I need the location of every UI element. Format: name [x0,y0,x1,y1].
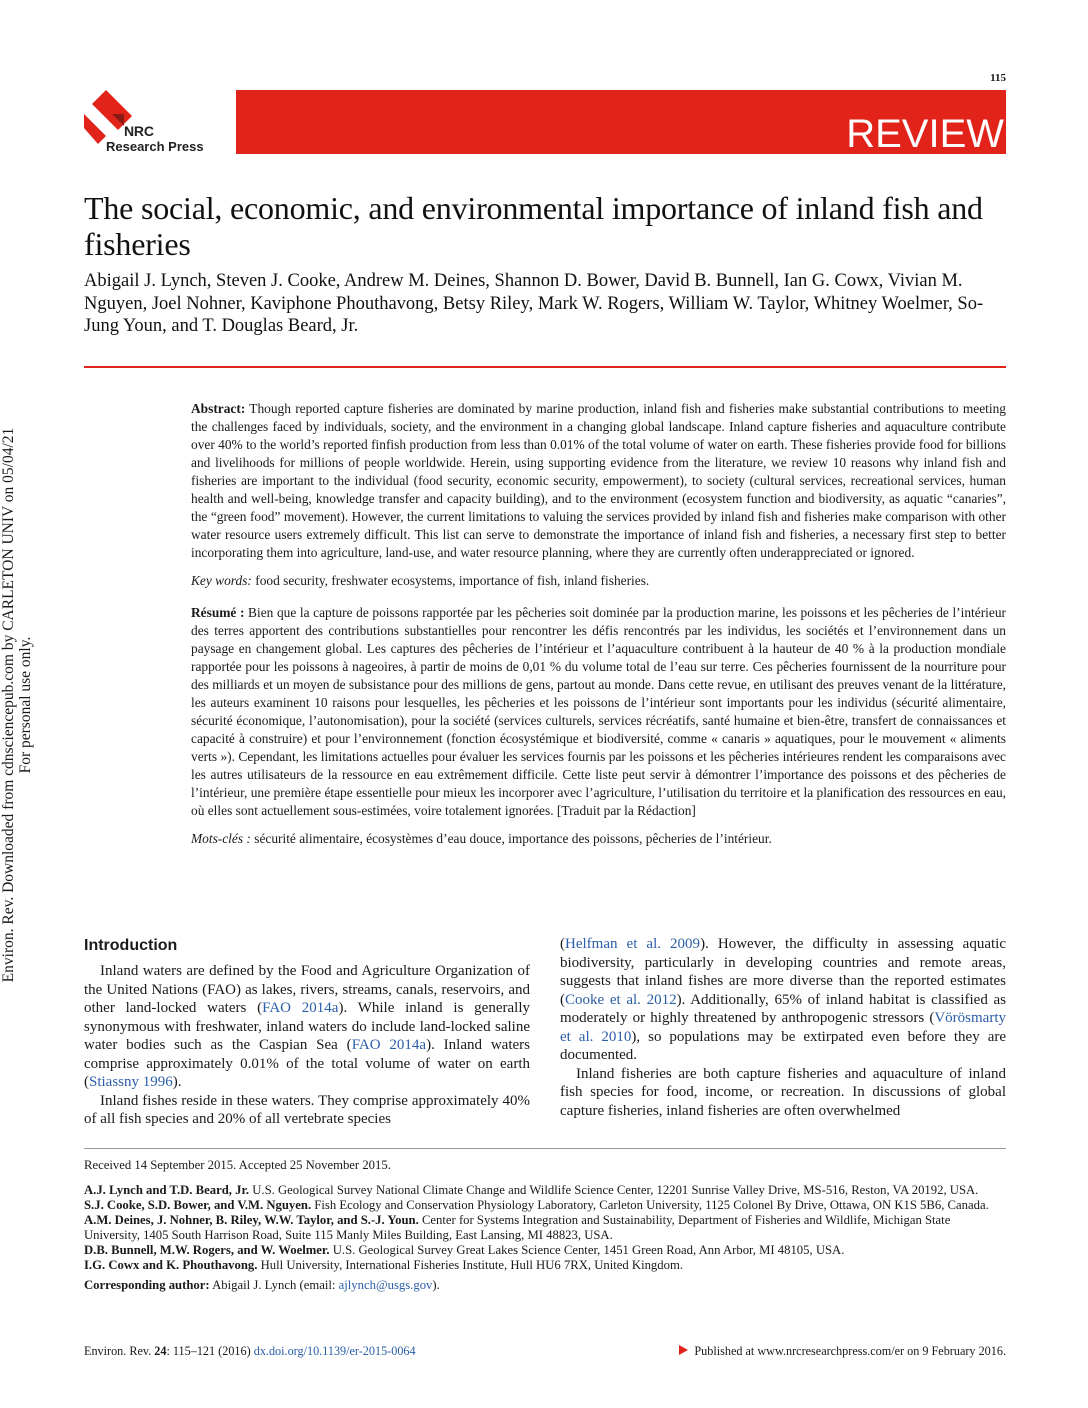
footnote-divider [84,1148,1006,1149]
logo-nrc-text: NRC [124,123,154,139]
published-notice: Published at www.nrcresearchpress.com/er on 9 February 2016. [679,1344,1006,1359]
abstract-text: Though reported capture fisheries are dominated by marine production, inland fish and fisheries make substantial contributions to meeting the challenges faced by individuals, society, and the environment in a changing global landscape. Inland capture fisheries and aquaculture contribute over 40% to the world’s reported finfish production from less than 0.01% of the total volume of water on earth. These fisheries provide food for billions and livelihoods for millions of people worldwide. Herein, using supporting evidence from the literature, we review 10 reasons why inland fish and fisheries are important to the individual (food security, economic security, empowerment), to society (cultural services, recreational services, human health and well-being, knowledge transfer and capacity building), and to the environment (ecosystem function and biodiversity, as aquatic “canaries”, the “green food” movement). However, the current limitations to valuing the services provided by inland fish and fisheries make comparison with other water resource users extremely difficult. This list can serve to demonstrate the importance of inland fish and fisheries, a necessary first step to better incorporating them into agriculture, land-use, and water resource planning, where they are currently often underappreciated or ignored. [191,401,1006,560]
body-column-left [84,962,530,1129]
download-notice [0,385,44,1025]
email-link[interactable]: ajlynch@usgs.gov [338,1278,433,1292]
abstract-block [191,400,1006,858]
doi-link[interactable]: dx.doi.org/10.1139/er-2015-0064 [253,1344,416,1358]
logo-research-press-text: Research Press [106,139,204,154]
keywords-label: Key words: [191,573,252,588]
abstract-label: Abstract: [191,401,246,416]
motscles-text: sécurité alimentaire, écosystèmes d’eau douce, importance des poissons, pêcheries de l’intérieur. [254,831,772,846]
introduction-heading: Introduction [84,937,178,954]
keywords-text: food security, freshwater ecosystems, importance of fish, inland fisheries. [255,573,650,588]
affiliation: A.J. Lynch and T.D. Beard, Jr. U.S. Geological Survey National Climate Change and Wildlife Science Center, 12201 Sunrise Valley Drive, MS-516, Reston, VA 20192, USA. [84,1183,979,1197]
citation-link[interactable]: Vörösmarty et al. 2010 [560,1010,1006,1045]
author-list: Abigail J. Lynch, Steven J. Cooke, Andrew M. Deines, Shannon D. Bower, David B. Bunnell, Ian G. Cowx, Vivian M. Nguyen, Joel Nohner, Kaviphone Phouthavong, Betsy Riley, Mark W. Rogers, William W. Taylor, Whitney Woelmer, So-Jung Youn, and T. Douglas Beard, Jr. [84,271,984,336]
download-notice-line2: For personal use only. [17,636,34,774]
resume-text: Bien que la capture de poissons rapportée par les pêcheries soit dominée par la production marine, les poissons et les pêcheries de l’intérieur des terres apportent des contributions substantielles pour rencontrer les défis rencontrés par les individus, les sociétés et l’environnement dans un paysage en changement global. Les captures des pêcheries de l’intérieur et l’aquaculture contribuent à la hauteur de 40 % à la production mondiale rapportée pour les poissons à nageoires, à partir de moins de 0,01 % du volume total de l’eau sur terre. Ces pêcheries fournissent de la nourriture pour des milliards et un moyen de subsistance pour des millions de gens, partout au monde. Dans cette revue, en utilisant des preuves venant de la littérature, les auteurs examinent 10 raisons pour lesquelles, les pêcheries et les poissons de l’intérieur sont importants pour les individus (sécurité alimentaire, sécurité économique, l’autonomisation), pour la société (services culturels, services récréatifs, santé humaine et bien-être, transfert de connaissances et capacité à construire) et pour l’environnement (fonction écosystémique et biodiversité, comme « canaris » aquatiques, pour le mouvement « aliments verts »). Cependant, les limitations actuelles pour évaluer les services fournis par les poissons et les pêcheries intérieures rendent les comparaisons avec les autres utilisateurs de la ressource en eau extrêmement difficile. Cette liste peut servir à démontrer l’importance des poissons et des pêcheries de l’intérieur, une première étape essentielle pour mieux les incorporer avec l’agriculture, l’utilisation du territoire et la planification des ressources en eau, où elles sont actuellement sous-estimées, voire totalement ignorées. [Traduit par la Rédaction] [191,605,1006,818]
arrow-icon [679,1345,688,1355]
citation-link[interactable]: Stiassny 1996 [89,1074,173,1090]
motscles-paragraph [191,830,1006,848]
resume-label: Résumé : [191,605,245,620]
section-label: REVIEW [846,112,1004,156]
affiliation: S.J. Cooke, S.D. Bower, and V.M. Nguyen. Fish Ecology and Conservation Physiology Laboratory, Carleton University, 1125 Colonel By Drive, Ottawa, ON K1S 5B6, Canada. [84,1198,989,1212]
review-banner [236,90,1006,154]
page-footer [84,1344,1006,1359]
intro-paragraph: Inland waters are defined by the Food and Agriculture Organization of the United Nations (FAO) as lakes, rivers, streams, canals, reservoirs, and other land-locked waters (FAO 2014a). While inland is generally synonymous with freshwater, inland waters do include land-locked saline water bodies such as the Caspian Sea (FAO 2014a). Inland waters comprise approximately 0.01% of the total volume of water on earth (Stiassny 1996). [84,963,530,1090]
citation-link[interactable]: FAO 2014a [262,1000,339,1016]
title-divider [84,366,1006,368]
intro-paragraph: Inland fisheries are both capture fisheries and aquaculture of inland fish species for food, income, or recreation. In discussions of global capture fisheries, inland fisheries are often overwhelmed [560,1065,1006,1119]
citation-link[interactable]: Helfman et al. 2009 [565,936,701,952]
resume-paragraph [191,604,1006,820]
body-column-right [560,935,1006,1120]
nrc-logo [84,88,224,158]
citation-link[interactable]: FAO 2014a [351,1037,427,1053]
page-number: 115 [990,72,1006,84]
intro-paragraph: Inland fishes reside in these waters. They comprise approximately 40% of all fish species and 20% of all vertebrate species [84,1092,530,1127]
affiliation: I.G. Cowx and K. Phouthavong. Hull University, International Fisheries Institute, Hull HU6 7RX, United Kingdom. [84,1258,684,1272]
journal-citation: Environ. Rev. 24: 115–121 (2016) dx.doi.org/10.1139/er-2015-0064 [84,1344,416,1358]
keywords-paragraph [191,572,1006,590]
corresponding-author: Corresponding author: Abigail J. Lynch (email: ajlynch@usgs.gov). [84,1278,440,1292]
article-title: The social, economic, and environmental importance of inland fish and fisheries [84,190,983,262]
citation-link[interactable]: Cooke et al. 2012 [565,991,677,1008]
download-notice-line1: Environ. Rev. Downloaded from cdnsciencepub.com by CARLETON UNIV on 05/04/21 [0,427,17,983]
motscles-label: Mots-clés : [191,831,251,846]
affiliation: D.B. Bunnell, M.W. Rogers, and W. Woelmer. U.S. Geological Survey Great Lakes Science Center, 1451 Green Road, Ann Arbor, MI 48105, USA. [84,1243,845,1257]
abstract-paragraph [191,400,1006,562]
footnotes [84,1158,1006,1293]
affiliation: A.M. Deines, J. Nohner, B. Riley, W.W. Taylor, and S.-J. Youn. Center for Systems Integration and Sustainability, Department of Fisheries and Wildlife, Michigan State University, 1405 South Harrison Road, Suite 115 Manly Miles Building, East Lansing, MI 48823, USA. [84,1213,951,1242]
received-dates: Received 14 September 2015. Accepted 25 November 2015. [84,1158,391,1172]
intro-paragraph: (Helfman et al. 2009). However, the difficulty in assessing aquatic biodiversity, particularly in developing countries and remote areas, suggests that inland fishes are more diverse than the reported estimates (Cooke et al. 2012). Additionally, 65% of inland habitat is classified as moderately or highly threatened by anthropogenic stressors (Vörösmarty et al. 2010), so populations may be extirpated even before they are documented. [560,936,1006,1063]
